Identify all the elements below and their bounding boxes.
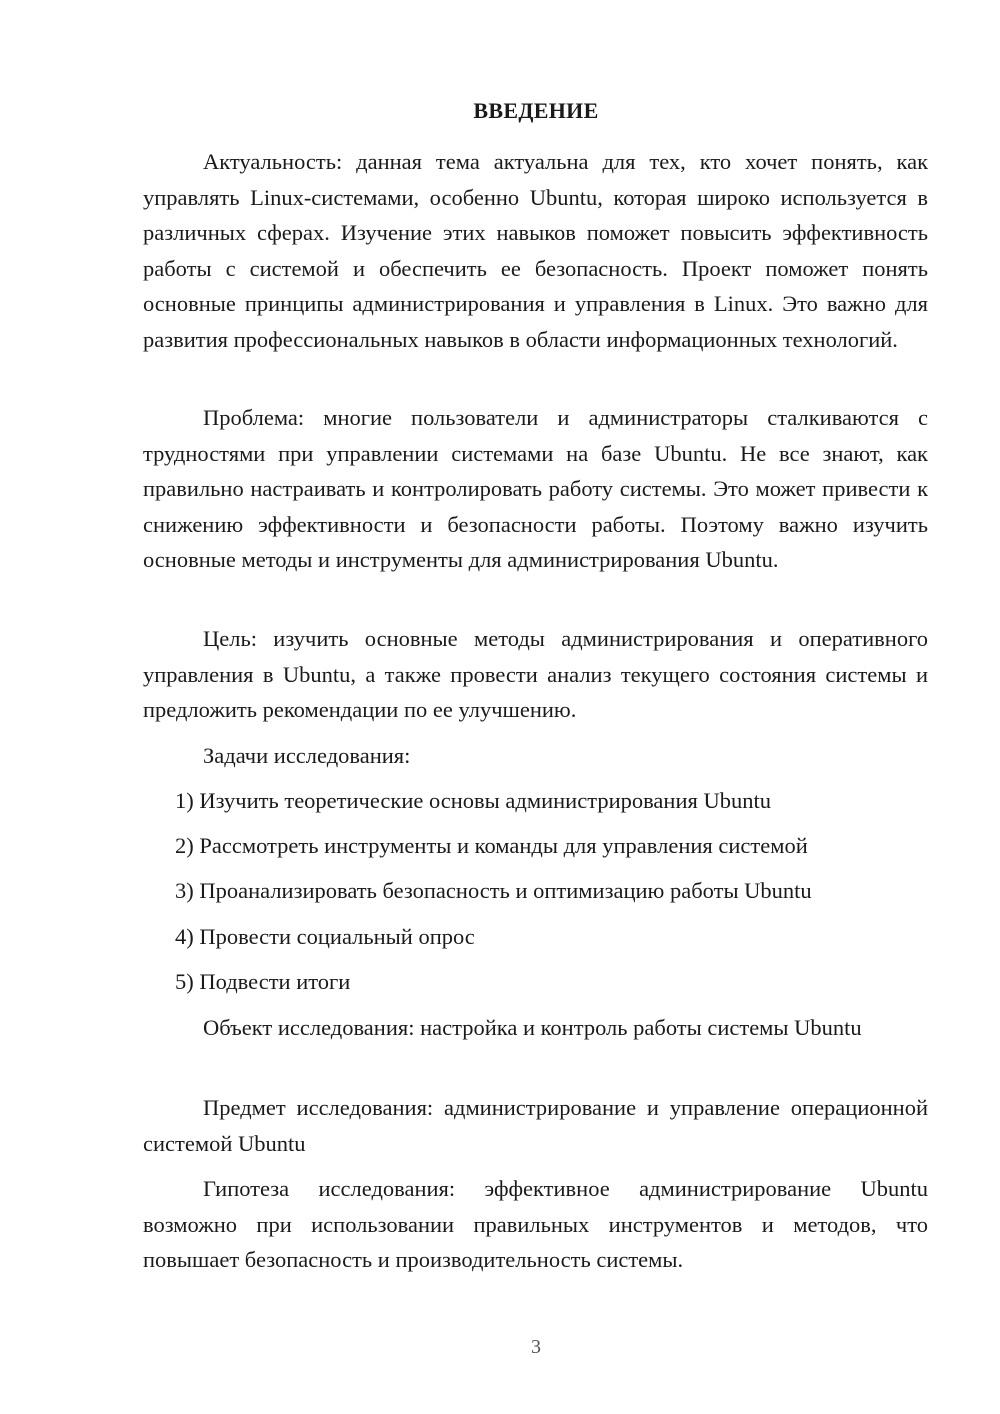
page-number: 3 <box>531 1336 541 1358</box>
paragraph-problem: Проблема: многие пользователи и администраторы сталкиваются с трудностями при управлении системами на базе Ubuntu. Не все знают, как правильно настраивать и контролировать работу системы. Это может привести к снижению эффективности и безопасности работы. Поэтому важно изучить основные методы и инструменты для администрирования Ubuntu. <box>143 405 928 572</box>
paragraph-object: Объект исследования: настройка и контроль работы системы Ubuntu <box>203 1015 862 1040</box>
list-item: 4) Провести социальный опрос <box>175 924 475 949</box>
list-item: 1) Изучить теоретические основы администрирования Ubuntu <box>175 788 771 813</box>
page-title: ВВЕДЕНИЕ <box>473 98 599 123</box>
tasks-heading: Задачи исследования: <box>203 743 411 768</box>
list-item: 5) Подвести итоги <box>175 969 351 994</box>
paragraph-subject: Предмет исследования: администрирование и управление операционной системой Ubuntu <box>143 1095 928 1156</box>
list-item: 2) Рассмотреть инструменты и команды для управления системой <box>175 833 808 858</box>
paragraph-relevance: Актуальность: данная тема актуальна для тех, кто хочет понять, как управлять Linux-системами, особенно Ubuntu, которая широко используется в различных сферах. Изучение этих навыков поможет повысить эффективность работы с системой и обеспечить ее безопасность. Проект поможет понять основные принципы администрирования и управления в Linux. Это важно для развития профессиональных навыков в области информационных технологий. <box>143 149 928 352</box>
paragraph-hypothesis: Гипотеза исследования: эффективное администрирование Ubuntu возможно при использовании правильных инструментов и методов, что повышает безопасность и производительность системы. <box>143 1176 928 1272</box>
paragraph-goal: Цель: изучить основные методы администрирования и оперативного управления в Ubuntu, а также провести анализ текущего состояния системы и предложить рекомендации по ее улучшению. <box>143 626 928 722</box>
list-item: 3) Проанализировать безопасность и оптимизацию работы Ubuntu <box>175 878 812 903</box>
